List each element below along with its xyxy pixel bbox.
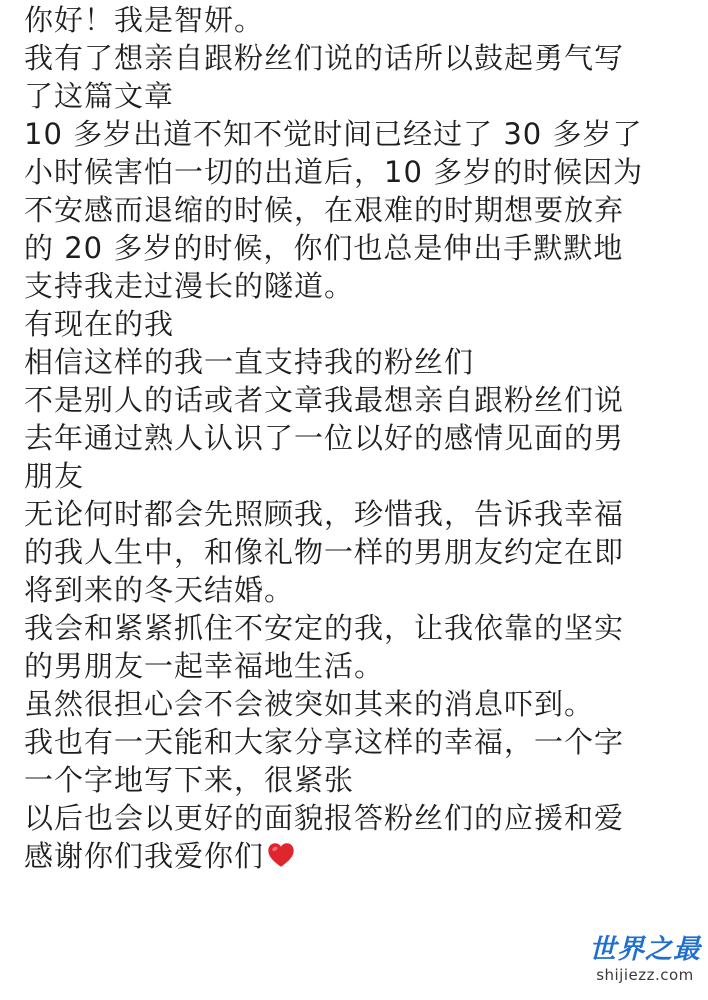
letter-text xyxy=(24,1,694,875)
text-line: 的 20 多岁的时候，你们也总是伸出手默默地 xyxy=(24,231,624,265)
text-line: 的我人生中，和像礼物一样的男朋友约定在即 xyxy=(24,535,625,569)
text-line: 一个字地写下来，很紧张 xyxy=(24,763,355,797)
text-line: 小时候害怕一切的出道后，10 多岁的时候因为 xyxy=(24,155,644,189)
text-line: 的男朋友一起幸福地生活。 xyxy=(24,649,385,683)
text-line: 去年通过熟人认识了一位以好的感情见面的男 xyxy=(24,421,625,455)
text-line: 不安感而退缩的时候，在艰难的时期想要放弃 xyxy=(24,193,625,227)
text-line: 支持我走过漫长的隧道。 xyxy=(24,269,355,303)
text-line: 不是别人的话或者文章我最想亲自跟粉丝们说 xyxy=(24,383,625,417)
text-line: 我有了想亲自跟粉丝们说的话所以鼓起勇气写 xyxy=(24,41,625,75)
text-line: 我会和紧紧抓住不安定的我，让我依靠的坚实 xyxy=(24,611,625,645)
text-line: 我也有一天能和大家分享这样的幸福，一个字 xyxy=(24,725,625,759)
text-line: 将到来的冬天结婚。 xyxy=(24,573,295,607)
closing-text: 感谢你们我爱你们 xyxy=(24,839,265,873)
text-line: 相信这样的我一直支持我的粉丝们 xyxy=(24,345,475,379)
watermark-url: shijiezz.com xyxy=(596,966,694,984)
text-line: 以后也会以更好的面貌报答粉丝们的应援和爱 xyxy=(24,801,625,835)
text-line: 虽然很担心会不会被突如其来的消息吓到。 xyxy=(24,687,595,721)
watermark-title: 世界之最 xyxy=(589,934,701,965)
text-line: 有现在的我 xyxy=(24,307,175,341)
text-line: 了这篇文章 xyxy=(24,79,175,113)
text-line: 你好！我是智妍。 xyxy=(24,3,265,37)
closing-line xyxy=(24,837,694,875)
watermark-logo xyxy=(586,934,704,994)
text-line: 10 多岁出道不知不觉时间已经过了 30 多岁了 xyxy=(24,117,643,151)
text-line: 朋友 xyxy=(24,459,85,493)
red-heart-icon xyxy=(266,840,296,870)
text-line: 无论何时都会先照顾我，珍惜我，告诉我幸福 xyxy=(24,497,625,531)
